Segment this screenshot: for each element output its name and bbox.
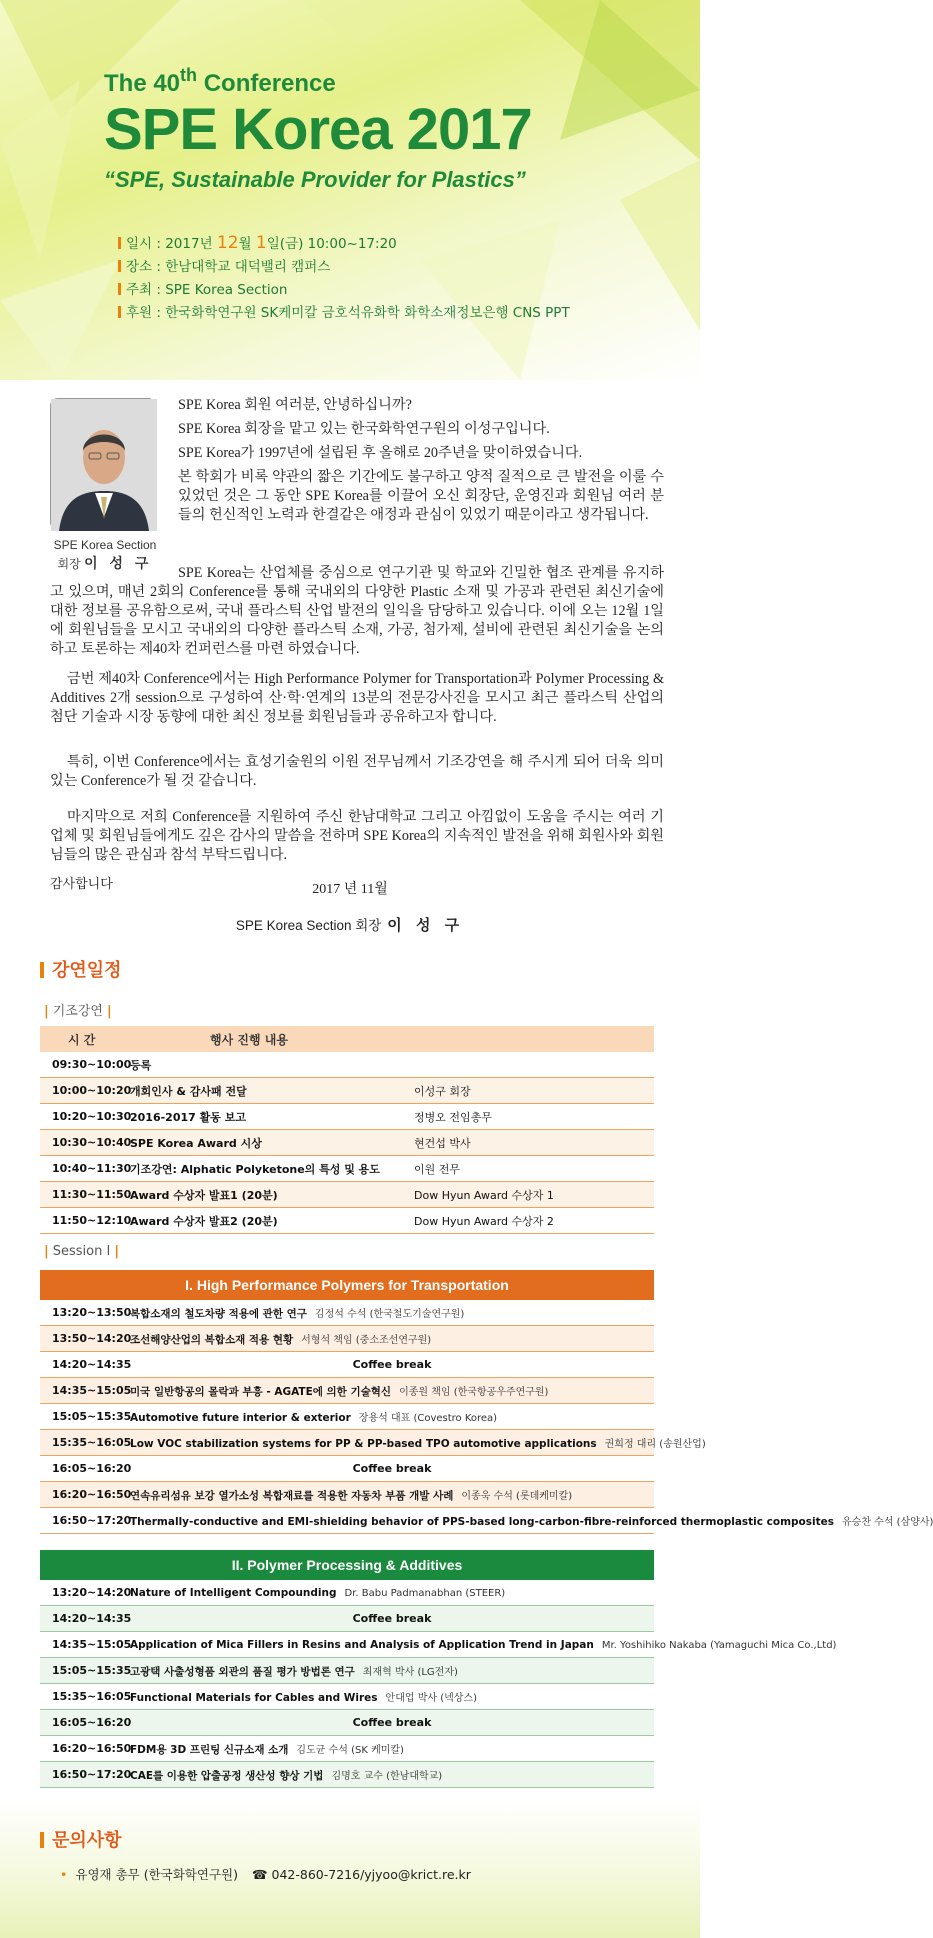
table-row [40,1710,654,1736]
time-cell: 09:30~10:00 [52,1058,132,1071]
title-cell: Award 수상자 발표1 (20분) [130,1188,278,1202]
speaker-cell: 권희정 대리 (송원산업) [604,1439,706,1450]
time-cell: 11:50~12:10 [52,1214,132,1227]
table-row [40,1326,654,1352]
greeting-paragraph: SPE Korea가 1997년에 설립된 후 올해로 20주년을 맞이하였습니다. [178,445,583,461]
thanks-text: 감사합니다 [50,876,113,891]
speaker-cell: 김명호 교수 (한남대학교) [331,1770,443,1782]
info-place: 장소 : 한남대학교 대덕밸리 캠퍼스 [118,256,570,279]
table-row [40,1632,837,1658]
talk-title-cell: 미국 일반항공의 몰락과 부흥 - AGATE에 의한 기술혁신 이종원 책임 (한국항공우주연구원) [130,1385,549,1398]
greeting-letter [178,396,664,530]
table-row [40,1508,933,1534]
contact-info: • 유영재 총무 (한국화학연구원) ☎ 042-860-7216/yjyoo@krict.re.kr [60,1867,471,1882]
keynote-label: | 기조강연 | [44,1004,112,1019]
time-cell: 10:40~11:30 [52,1162,132,1175]
table-row [40,1456,654,1482]
title-cell: 등록 [130,1058,152,1072]
table-row [40,1130,654,1156]
table-row [40,1208,654,1234]
time-cell: 14:20~14:35 [52,1358,132,1371]
speaker-cell: 이종원 책임 (한국항공우주연구원) [399,1386,549,1398]
talk-title-cell: Low VOC stabilization systems for PP & PP-based TPO automotive applications 권희정 대리 (송원산업) [130,1438,706,1450]
time-cell: 11:30~11:50 [52,1188,132,1201]
time-cell: 13:20~13:50 [52,1306,132,1319]
table-row [40,1430,706,1456]
talk-title-cell: 복합소재의 철도차량 적용에 관한 연구 김정석 수석 (한국철도기술연구원) [130,1307,465,1320]
coffee-break-cell: Coffee break [352,1612,432,1625]
table-row [40,1104,654,1130]
table-row [40,1300,654,1326]
greeting-paragraph: SPE Korea 회장을 맡고 있는 한국화학연구원의 이성구입니다. [178,421,550,437]
table-row [40,1404,654,1430]
greeting-paragraph: SPE Korea 회원 여러분, 안녕하십니까? [178,397,412,413]
talk-title-cell: 조선해양산업의 복합소재 적용 현황 서형석 책임 (중소조선연구원) [130,1333,432,1346]
time-cell: 10:00~10:20 [52,1084,132,1097]
title-cell: 2016-2017 활동 보고 [130,1110,246,1124]
title-cell: SPE Korea Award 시상 [130,1136,262,1150]
speaker-cell: 김도균 수석 (SK 케미칼) [296,1744,404,1756]
table-row [40,1580,654,1606]
speaker-cell: 김정석 수석 (한국철도기술연구원) [314,1308,465,1320]
talk-title-cell: Thermally-conductive and EMI-shielding behavior of PPS-based long-carbon-fibre-reinforced thermoplastic composites 유승찬 수석 (삼양사) [130,1516,933,1528]
greeting-paragraph: SPE Korea는 산업체를 중심으로 연구기관 및 학교와 긴밀한 협조 관계를 유지하고 있으며, 매년 2회의 Conference를 통해 국내외의 다양한 Plastic 소재 및 가공과 관련된 최신기술에 대한 정보를 공유함으로써, 국내 플라스틱 산업 발전의 일익을 담당하고 있습니다. 이에 오는 12월 1일에 회원님들을 모시고 국내외의 다양한 플라스틱 소재, 가공, 첨가제, 설비에 관련된 최신기술을 논의하고 토론하는 제40차 컨퍼런스를 마련 하였습니다. [50,565,664,657]
time-cell: 15:35~16:05 [52,1436,132,1449]
session2-table [40,1550,837,1788]
conference-number: The 40th Conference [104,65,336,97]
table-row [40,1182,654,1208]
session1-title: I. High Performance Polymers for Transportation [40,1270,654,1300]
coffee-break-cell: Coffee break [352,1462,432,1475]
time-cell: 16:05~16:20 [52,1716,132,1729]
time-cell: 15:05~15:35 [52,1410,132,1423]
schedule-heading: 강연일정 [40,956,122,982]
speaker-cell: 안대업 박사 (넥상스) [385,1693,477,1704]
slogan: “SPE, Sustainable Provider for Plastics” [104,167,526,192]
table-row [40,1352,654,1378]
talk-title-cell: 연속유리섬유 보강 열가소성 복합재료를 적용한 자동차 부품 개발 사례 이종욱 수석 (롯데케미칼) [130,1489,573,1502]
info-date: 일시 : 2017년 12월 1일(금) 10:00~17:20 [118,232,570,256]
talk-title-cell: 고광택 사출성형품 외관의 품질 평가 방법론 연구 최재혁 박사 (LG전자) [130,1665,458,1678]
table-row [40,1078,654,1104]
keynote-table-header: 시 간 행사 진행 내용 [40,1026,654,1052]
signature: SPE Korea Section 회장 이 성 구 [235,917,465,934]
contact-email-link[interactable]: ☎ 042-860-7216/yjyoo@krict.re.kr [251,1867,471,1882]
speaker-cell: Dr. Babu Padmanabhan (STEER) [344,1587,506,1599]
time-cell: 16:20~16:50 [52,1488,132,1501]
session-label: | Session I | [44,1244,120,1259]
hero-banner [0,0,700,380]
speaker-cell: 서형석 책임 (중소조선연구원) [301,1334,432,1346]
speaker-cell: 최재혁 박사 (LG전자) [362,1666,458,1678]
time-cell: 14:20~14:35 [52,1612,132,1625]
talk-title-cell: CAE를 이용한 압출공정 생산성 향상 기법 김명호 교수 (한남대학교) [130,1769,443,1782]
presenter-cell: 이원 전무 [414,1162,461,1176]
table-row [40,1606,654,1632]
presenter-cell: Dow Hyun Award 수상자 2 [414,1214,554,1228]
speaker-cell: 장용석 대표 (Covestro Korea) [358,1413,498,1424]
time-cell: 14:35~15:05 [52,1384,132,1397]
coffee-break-cell: Coffee break [352,1716,432,1729]
time-cell: 10:30~10:40 [52,1136,132,1149]
table-row [40,1156,654,1182]
greeting-paragraph: 본 학회가 비록 약관의 짧은 기간에도 불구하고 양적 질적으로 큰 발전을 이룰 수 있었던 것은 그 동안 SPE Korea를 이끌어 오신 회장단, 운영진과 회원님 여러 분들의 헌신적인 노력과 한결같은 애정과 관심이 있었기 때문이라고 생각됩니다. [178,469,664,523]
greeting-paragraph: 금번 제40차 Conference에서는 High Performance Polymer for Transportation과 Polymer Processing & Additives 2개 session으로 구성하여 산·학·연계의 13분의 전문강사진을 모시고 최근 플라스틱 산업의 첨단 기술과 시장 동향에 대한 최신 정보를 회원님들과 공유하고자 합니다. [50,671,664,725]
talk-title-cell: Nature of Intelligent Compounding Dr. Babu Padmanabhan (STEER) [130,1586,506,1599]
table-row [40,1736,654,1762]
time-cell: 15:05~15:35 [52,1664,132,1677]
presenter-cell: Dow Hyun Award 수상자 1 [414,1188,554,1202]
greeting-paragraph: 특히, 이번 Conference에서는 효성기술원의 이원 전무님께서 기조강연을 해 주시게 되어 더욱 의미 있는 Conference가 될 것 같습니다. [50,754,664,789]
greeting-paragraph: 마지막으로 저희 Conference를 지원하여 주신 한남대학교 그리고 아낌없이 도움을 주시는 여러 기업체 및 회원님들에게도 깊은 감사의 말씀을 전하며 SPE Korea의 지속적인 발전을 위해 회원사와 회원님들의 많은 관심과 참석 부탁드립니다. [50,809,664,863]
keynote-table [40,1026,654,1234]
table-row [40,1482,654,1508]
talk-title-cell: Automotive future interior & exterior 장용석 대표 (Covestro Korea) [130,1412,498,1424]
coffee-break-cell: Coffee break [352,1358,432,1371]
time-cell: 13:20~14:20 [52,1586,132,1599]
table-row [40,1658,654,1684]
page-title: SPE Korea 2017 [104,97,532,162]
speaker-cell: 이종욱 수석 (롯데케미칼) [461,1490,573,1502]
speaker-cell: 유승찬 수석 (삼양사) [842,1517,933,1528]
time-cell: 16:05~16:20 [52,1462,132,1475]
letter-date: 2017 년 11월 [312,882,388,897]
presenter-cell: 이성구 회장 [414,1084,471,1098]
info-host: 주최 : SPE Korea Section [118,279,570,302]
session1-table [40,1270,933,1534]
president-photo [50,398,156,530]
table-row [40,1052,654,1078]
time-cell: 16:50~17:20 [52,1768,132,1781]
info-sponsor: 후원 : 한국화학연구원 SK케미칼 금호석유화학 화학소재정보은행 CNS PPT [118,302,570,325]
time-cell: 13:50~14:20 [52,1332,132,1345]
event-info [118,232,570,325]
photo-caption: SPE Korea Section 회장 이 성 구 [53,538,157,571]
table-row [40,1762,654,1788]
talk-title-cell: Functional Materials for Cables and Wires 안대업 박사 (넥상스) [130,1692,477,1704]
time-cell: 16:20~16:50 [52,1742,132,1755]
contact-heading: 문의사항 [40,1826,122,1852]
table-row [40,1684,654,1710]
title-cell: Award 수상자 발표2 (20분) [130,1214,278,1228]
presenter-cell: 정병오 전임총무 [414,1110,492,1124]
title-cell: 기조강연: Alphatic Polyketone의 특성 및 용도 [130,1162,380,1176]
time-cell: 15:35~16:05 [52,1690,132,1703]
title-cell: 개회인사 & 감사패 전달 [130,1084,247,1098]
speaker-cell: Mr. Yoshihiko Nakaba (Yamaguchi Mica Co.,Ltd) [601,1639,837,1651]
presenter-cell: 현건섭 박사 [414,1136,471,1150]
talk-title-cell: FDM용 3D 프린팅 신규소재 소개 김도균 수석 (SK 케미칼) [130,1743,404,1756]
session2-title: II. Polymer Processing & Additives [40,1550,654,1580]
time-cell: 10:20~10:30 [52,1110,132,1123]
time-cell: 16:50~17:20 [52,1514,132,1527]
time-cell: 14:35~15:05 [52,1638,132,1651]
talk-title-cell: Application of Mica Fillers in Resins and Analysis of Application Trend in Japan Mr. Yoshihiko Nakaba (Yamaguchi Mica Co.,Ltd) [130,1638,837,1651]
table-row [40,1378,654,1404]
